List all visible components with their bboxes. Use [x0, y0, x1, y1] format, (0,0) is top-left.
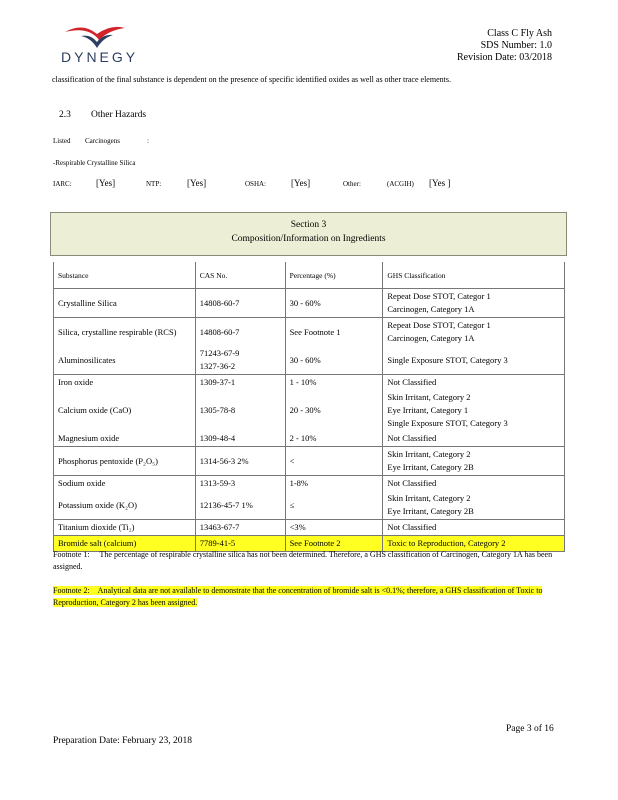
cell-percentage: See Footnote 2 [285, 536, 383, 552]
osha-label: OSHA: [245, 180, 267, 188]
dynegy-logo-text: DYNEGY [61, 49, 139, 65]
table-row [54, 346, 565, 375]
preparation-date: Preparation Date: February 23, 2018 [53, 736, 193, 746]
cell-substance: Bromide salt (calcium) [54, 536, 196, 552]
footnote-2 [53, 585, 563, 609]
cell-cas: 1305-78-8 [195, 390, 285, 431]
cell-ghs: Not Classified [383, 375, 565, 391]
osha-value: [Yes] [291, 178, 311, 188]
acgih-label: (ACGIH) [387, 180, 414, 188]
cell-substance: Calcium oxide (CaO) [54, 390, 196, 431]
dynegy-logo-mark [63, 22, 127, 50]
hazard-substance: -Respirable Crystalline Silica [53, 159, 136, 167]
table-row [54, 289, 565, 318]
composition-table [53, 262, 565, 552]
iarc-label: IARC: [53, 180, 72, 188]
sds-number: SDS Number: 1.0 [480, 40, 552, 51]
cell-ghs: Skin Irritant, Category 2 Eye Irritant, Category 1 Single Exposure STOT, Category 3 [383, 390, 565, 431]
header-ghs: GHS Classification [383, 262, 565, 289]
footnote-1 [53, 549, 563, 573]
cell-cas: 13463-67-7 [195, 520, 285, 536]
revision-date: Revision Date: 03/2018 [457, 52, 552, 63]
cell-substance: Potassium oxide (K₂O) [54, 491, 196, 520]
document-header [457, 28, 552, 64]
subsection-title: Other Hazards [91, 110, 147, 120]
table-header-row [54, 262, 565, 289]
cell-cas: 1309-37-1 [195, 375, 285, 391]
product-name: Class C Fly Ash [487, 28, 552, 39]
table-row [54, 491, 565, 520]
other-label: Other: [343, 180, 361, 188]
cell-substance: Phosphorus pentoxide (P₂O₅) [54, 447, 196, 476]
cell-percentage: 20 - 30% [285, 390, 383, 431]
cell-percentage: 1-8% [285, 476, 383, 492]
table-row [54, 447, 565, 476]
cell-cas: 1309-48-4 [195, 431, 285, 447]
cell-substance: Magnesium oxide [54, 431, 196, 447]
cell-ghs: Skin Irritant, Category 2 Eye Irritant, Category 2B [383, 447, 565, 476]
page-number: Page 3 of 16 [506, 724, 554, 734]
cell-ghs: Repeat Dose STOT, Categor 1 Carcinogen, Category 1A [383, 318, 565, 347]
cell-cas: 1313-59-3 [195, 476, 285, 492]
cell-ghs: Skin Irritant, Category 2 Eye Irritant, Category 2B [383, 491, 565, 520]
section-title: Section 3 [290, 220, 327, 230]
cell-substance: Iron oxide [54, 375, 196, 391]
table-row [54, 390, 565, 431]
cell-ghs: Not Classified [383, 431, 565, 447]
cell-ghs: Toxic to Reproduction, Category 2 [383, 536, 565, 552]
intro-text: classification of the final substance is dependent on the presence of specific identified oxides as well as other trace elements. [52, 75, 451, 84]
cell-substance: Crystalline Silica [54, 289, 196, 318]
cell-substance: Titanium dioxide (Ti₂) [54, 520, 196, 536]
listed-colon: : [147, 137, 149, 145]
listed-value: Carcinogens [85, 137, 120, 145]
header-substance: Substance [54, 262, 196, 289]
ntp-label: NTP: [146, 180, 162, 188]
table-row [54, 476, 565, 492]
cell-ghs: Not Classified [383, 476, 565, 492]
footnote-2-label: Footnote 2: [53, 586, 90, 595]
cell-substance: Silica, crystalline respirable (RCS) [54, 318, 196, 347]
cell-percentage: 1 - 10% [285, 375, 383, 391]
cell-cas: 1314-56-3 2% [195, 447, 285, 476]
footnote-1-label: Footnote 1: [53, 550, 90, 559]
cell-cas: 12136-45-7 1% [195, 491, 285, 520]
cell-ghs: Single Exposure STOT, Category 3 [383, 346, 565, 375]
cell-percentage: < [285, 447, 383, 476]
listed-label: Listed [53, 137, 71, 145]
table-row [54, 431, 565, 447]
cell-percentage: 2 - 10% [285, 431, 383, 447]
cell-ghs: Repeat Dose STOT, Categor 1 Carcinogen, Category 1A [383, 289, 565, 318]
header-percentage: Percentage (%) [285, 262, 383, 289]
cell-substance: Aluminosilicates [54, 346, 196, 375]
cell-cas: 14808-60-7 [195, 318, 285, 347]
footnote-2-text: Analytical data are not available to demonstrate that the concentration of bromide salt is <0.1%; therefore, a GHS classification of Toxic to Reproduction, Category 2 has been assigned. [53, 586, 543, 607]
table-row [54, 318, 565, 347]
iarc-value: [Yes] [96, 178, 116, 188]
cell-ghs: Not Classified [383, 520, 565, 536]
section-subtitle: Composition/Information on Ingredients [231, 234, 386, 244]
cell-cas: 7789-41-5 [195, 536, 285, 552]
cell-cas: 71243-67-9 1327-36-2 [195, 346, 285, 375]
cell-percentage: 30 - 60% [285, 289, 383, 318]
cell-cas: 14808-60-7 [195, 289, 285, 318]
cell-substance: Sodium oxide [54, 476, 196, 492]
table-row [54, 520, 565, 536]
cell-percentage: 30 - 60% [285, 346, 383, 375]
footnote-1-text: The percentage of respirable crystalline silica has not been determined. Therefore, a GHS classification of Carcinogen, Category 1A has been assigned. [53, 550, 553, 571]
header-cas: CAS No. [195, 262, 285, 289]
cell-percentage: ≤ [285, 491, 383, 520]
section-banner [50, 212, 567, 256]
ntp-value: [Yes] [187, 178, 207, 188]
acgih-value: [Yes ] [429, 178, 451, 188]
cell-percentage: <3% [285, 520, 383, 536]
subsection-number: 2.3 [59, 110, 71, 120]
cell-percentage: See Footnote 1 [285, 318, 383, 347]
table-row [54, 375, 565, 391]
